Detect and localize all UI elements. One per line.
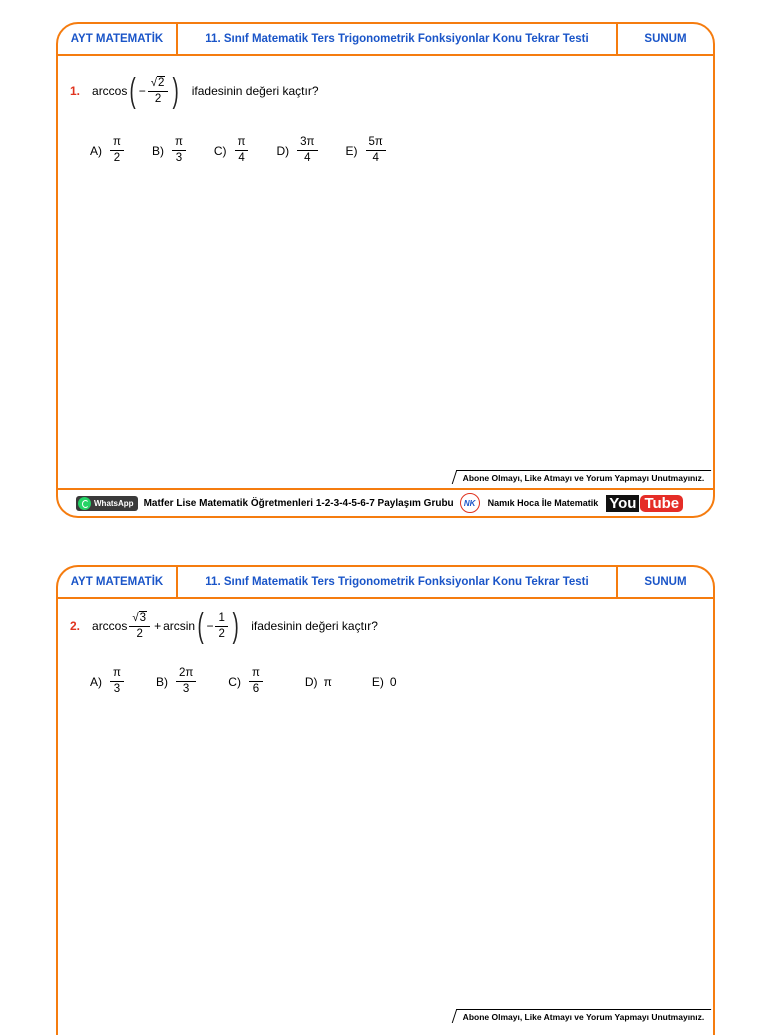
question-number: 1.: [70, 84, 81, 98]
plus-sign: +: [154, 619, 162, 633]
header-right: SUNUM: [616, 567, 713, 597]
slide-1: [56, 22, 715, 518]
option-e[interactable]: E) $\frac{5\pi}{4}$: [346, 136, 388, 165]
fraction-numerator: 2: [158, 76, 165, 89]
options-q1: [90, 136, 414, 165]
question-2: [70, 609, 378, 643]
channel-name: Namık Hoca İle Matematik: [487, 498, 599, 508]
left-paren: (: [197, 607, 204, 645]
minus-sign: −: [138, 84, 146, 98]
reminder-note: Abone Olmayı, Like Atmayı ve Yorum Yapmayı Unutmayınız.: [452, 470, 711, 484]
whatsapp-badge[interactable]: WhatsApp: [76, 496, 138, 511]
option-b[interactable]: B) $\frac{2\pi}{3}$: [156, 667, 198, 696]
slide-2: [56, 565, 715, 1035]
slide-header: [58, 24, 713, 56]
fraction-denominator: 2: [218, 627, 225, 640]
whatsapp-icon: [78, 497, 91, 510]
option-a[interactable]: A) $\frac{\pi}{3}$: [90, 667, 126, 696]
header-right: SUNUM: [616, 24, 713, 54]
header-subject: AYT MATEMATİK: [58, 24, 178, 54]
left-paren: (: [129, 72, 137, 110]
fraction-1: $\frac{√3}{2}$: [129, 612, 150, 641]
question-1: [70, 74, 319, 108]
nk-logo: NK: [460, 493, 480, 513]
option-b[interactable]: B) $\frac{\pi}{3}$: [152, 136, 188, 165]
question-text: ifadesinin değeri kaçtır?: [251, 619, 378, 633]
group-name: Matfer Lise Matematik Öğretmenleri 1-2-3-4-5-6-7 Paylaşım Grubu: [143, 497, 454, 509]
option-c[interactable]: C) $\frac{\pi}{4}$: [214, 136, 251, 165]
fraction-denominator: 2: [136, 627, 143, 640]
fraction-numerator: 3: [139, 611, 147, 624]
option-c[interactable]: C) $\frac{\pi}{6}$: [228, 667, 265, 696]
option-a[interactable]: A) $\frac{\pi}{2}$: [90, 136, 126, 165]
question-number: 2.: [70, 619, 81, 633]
option-d[interactable]: D) π: [304, 674, 332, 689]
fraction-denominator: 2: [154, 92, 162, 105]
slide-header: [58, 567, 713, 599]
option-d[interactable]: D) $\frac{3\pi}{4}$: [276, 136, 319, 165]
header-title: 11. Sınıf Matematik Ters Trigonometrik Fonksiyonlar Konu Tekrar Testi: [205, 576, 589, 588]
minus-sign: −: [206, 619, 214, 633]
fraction-numerator: 1: [215, 612, 227, 627]
reminder-note: Abone Olmayı, Like Atmayı ve Yorum Yapmayı Unutmayınız.: [452, 1009, 711, 1023]
right-paren: ): [232, 607, 239, 645]
function-name: arccos: [92, 84, 128, 98]
fraction-2: [215, 612, 227, 641]
function-name-2: arcsin: [163, 619, 196, 633]
slide-footer: [58, 488, 713, 516]
options-q2: [90, 667, 423, 696]
header-title: 11. Sınıf Matematik Ters Trigonometrik Fonksiyonlar Konu Tekrar Testi: [205, 33, 589, 45]
function-name-1: arccos: [92, 619, 128, 633]
option-e[interactable]: E) 0: [371, 674, 397, 689]
question-text: ifadesinin değeri kaçtır?: [191, 84, 319, 98]
header-subject: AYT MATEMATİK: [58, 567, 178, 597]
youtube-logo[interactable]: You Tube: [606, 495, 683, 512]
right-paren: ): [172, 72, 180, 110]
fraction: $\frac{√2}{2}$: [148, 77, 169, 106]
